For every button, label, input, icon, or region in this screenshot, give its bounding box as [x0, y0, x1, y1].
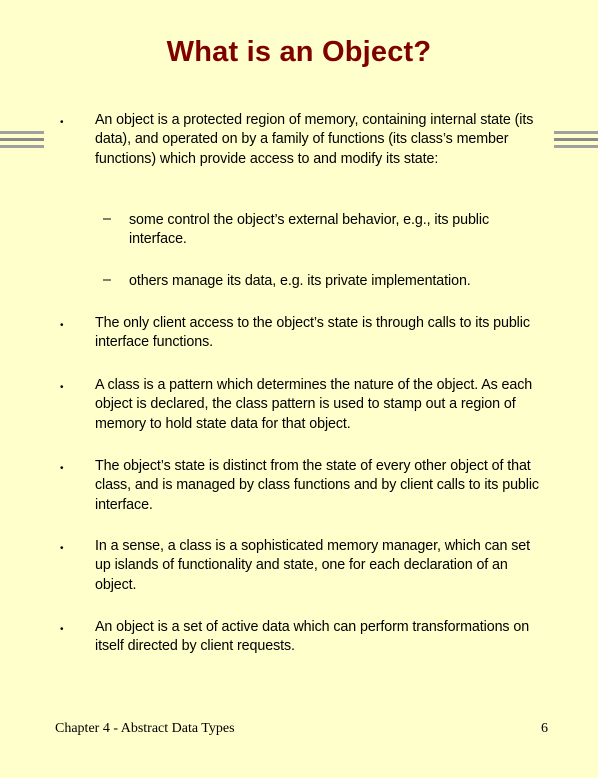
page-number: 6 — [541, 721, 548, 736]
right-decorative-bars — [554, 131, 598, 152]
bullet-marker: • — [60, 543, 64, 554]
bullet-marker: • — [60, 382, 64, 393]
bullet-marker: • — [60, 320, 64, 331]
decorative-bar — [0, 131, 44, 134]
bullet-text: An object is a set of active data which can perform transformations on itself directed by client requests. — [95, 619, 530, 655]
bullet-text: The object’s state is distinct from the state of every other object of that class, and is managed by class functions and by client calls to its public interface. — [95, 458, 539, 513]
bullet-text: The only client access to the object’s state is through calls to its public interface functions. — [95, 315, 530, 351]
bullet-marker: • — [60, 624, 64, 635]
left-decorative-bars — [0, 131, 44, 152]
bullet-text: In a sense, a class is a sophisticated memory manager, which can set up islands of functionality and state, one for each declaration of an object. — [95, 538, 531, 593]
sub-bullet-text: some control the object’s external behavior, e.g., its public interface. — [129, 212, 489, 248]
decorative-bar — [0, 138, 44, 141]
slide-title: What is an Object? — [166, 36, 432, 68]
dash-marker: – — [103, 272, 111, 288]
bullet-marker: • — [60, 463, 64, 474]
decorative-bar — [554, 131, 598, 134]
decorative-bar — [554, 138, 598, 141]
decorative-bar — [554, 145, 598, 148]
bullet-marker: • — [60, 117, 64, 128]
footer-chapter: Chapter 4 - Abstract Data Types — [55, 721, 235, 736]
bullet-text: An object is a protected region of memory, containing internal state (its data), and operated on by a family of functions (its class’s member functions) which provide access to and modify its state: — [95, 112, 534, 167]
dash-marker: – — [103, 211, 111, 227]
decorative-bar — [0, 145, 44, 148]
sub-bullet-text: others manage its data, e.g. its private implementation. — [129, 273, 471, 289]
bullet-text: A class is a pattern which determines the nature of the object. As each object is declared, the class pattern is used to stamp out a region of memory to hold state data for that object. — [95, 377, 533, 432]
